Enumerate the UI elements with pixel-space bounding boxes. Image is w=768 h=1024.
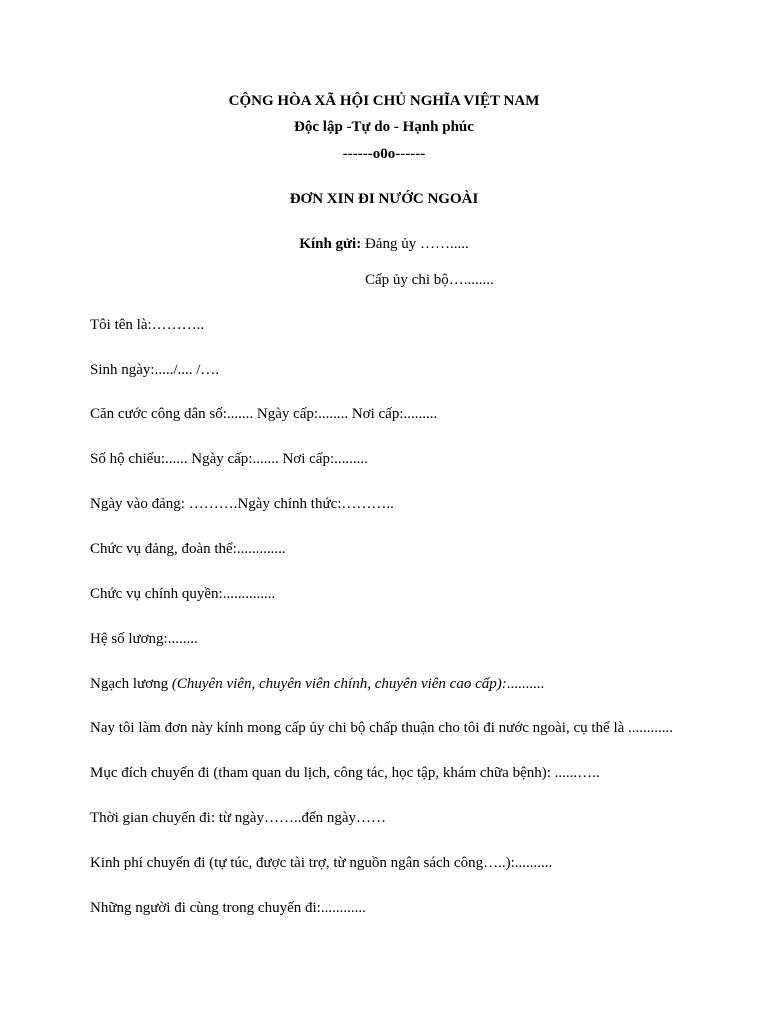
document-title: ĐƠN XIN ĐI NƯỚC NGOÀI: [289, 191, 479, 207]
field-party-join: Ngày vào đảng: ……….Ngày chính thức:………..: [90, 496, 394, 512]
field-passport: Số hộ chiếu:...... Ngày cấp:....... Nơi cấp:.........: [90, 451, 368, 467]
field-name: Tôi tên là:………..: [90, 317, 205, 333]
recipient-party-committee: Đảng ủy …….....: [361, 236, 469, 252]
field-funding: Kinh phí chuyến đi (tự túc, được tài trợ, từ nguồn ngân sách công…..):..........: [90, 855, 553, 871]
field-salary-coef: Hệ số lương:........: [90, 631, 198, 647]
recipient-line-1: [0, 236, 768, 253]
field-companions: Những người đi cùng trong chuyến đi:............: [90, 900, 366, 916]
recipient-line-2: Cấp ủy chi bộ…........: [365, 272, 494, 288]
field-party-position: Chức vụ đảng, đoàn thể:.............: [90, 541, 286, 557]
field-duration: Thời gian chuyến đi: từ ngày……..đến ngày……: [90, 810, 387, 826]
field-purpose: Mục đích chuyến đi (tham quan du lịch, công tác, học tập, khám chữa bệnh): ......…..: [90, 765, 600, 781]
field-salary-grade: [90, 676, 544, 693]
salary-grade-label: Ngạch lương: [90, 676, 172, 692]
salary-grade-options: (Chuyên viên, chuyên viên chính, chuyên viên cao cấp):: [171, 676, 507, 692]
field-id-card: Căn cước công dân số:....... Ngày cấp:........ Nơi cấp:.........: [90, 406, 438, 422]
field-gov-position: Chức vụ chính quyền:..............: [90, 586, 276, 602]
field-request: Nay tôi làm đơn này kính mong cấp ủy chi bộ chấp thuận cho tôi đi nước ngoài, cụ thể là ............: [90, 720, 674, 736]
header-separator: ------o0o------: [342, 146, 426, 162]
motto: Độc lập -Tự do - Hạnh phúc: [294, 119, 474, 135]
country-heading: CỘNG HÒA XÃ HỘI CHỦ NGHĨA VIỆT NAM: [228, 93, 540, 109]
recipient-label: Kính gửi:: [299, 236, 362, 252]
salary-grade-dots: ..........: [506, 676, 545, 692]
field-dob: Sinh ngày:...../.... /….: [90, 362, 220, 378]
